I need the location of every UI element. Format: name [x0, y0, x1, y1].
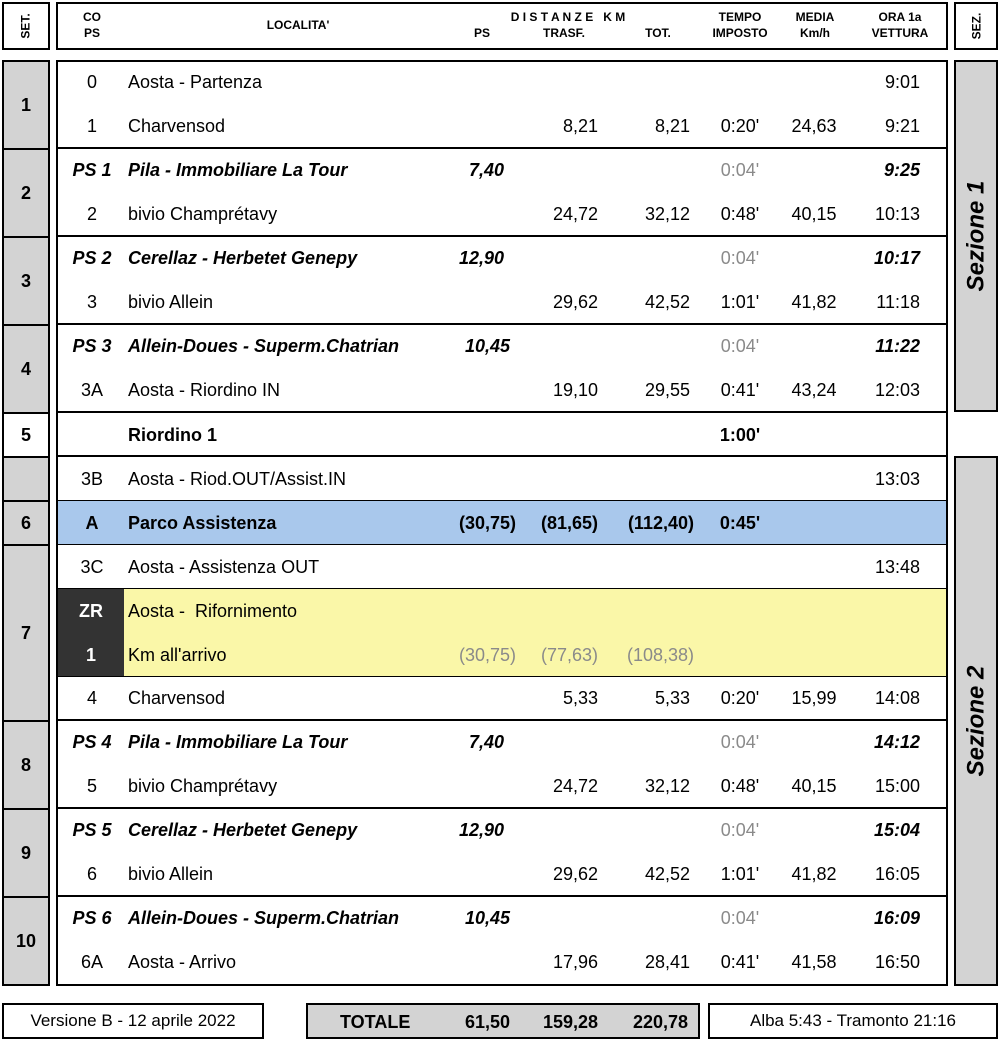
sezione-label: Sezione 2	[962, 665, 989, 777]
riordino-row	[58, 413, 946, 457]
ora-cell: 9:01	[884, 72, 920, 92]
localita-cell: Aosta - Rifornimento	[128, 601, 298, 621]
localita-cell: Aosta - Partenza	[128, 72, 263, 92]
localita-cell: Aosta - Assistenza OUT	[128, 557, 320, 577]
localita-cell: Aosta - Riordino IN	[128, 380, 281, 400]
settore-label: 1	[20, 94, 31, 115]
settore-9	[2, 808, 50, 898]
co-cell: PS 6	[72, 908, 112, 928]
co-cell: 3C	[80, 557, 104, 577]
co-cell: 3A	[80, 380, 104, 400]
ora-cell: 15:00	[874, 776, 920, 796]
localita-cell: Aosta - Arrivo	[128, 952, 237, 972]
settore-label: 2	[20, 182, 31, 203]
localita-cell: bivio Champrétavy	[128, 776, 278, 796]
tempo-cell: 0:04'	[720, 732, 760, 752]
trasf-cell: 24,72	[552, 776, 598, 796]
alba-text: Alba 5:43 - Tramonto 21:16	[749, 1011, 957, 1030]
trasf-cell: 29,62	[552, 864, 598, 884]
header-set-cell	[2, 2, 50, 50]
ora-cell: 16:09	[873, 908, 920, 928]
header-media-1: MEDIA	[795, 10, 835, 24]
totale-trasf: 159,28	[542, 1012, 598, 1032]
header-media-2: Km/h	[800, 26, 830, 40]
ps-cell: (30,75)	[458, 645, 516, 665]
tot-cell: (112,40)	[627, 513, 694, 533]
co-cell: 6A	[80, 952, 104, 972]
trasf-cell: (81,65)	[540, 513, 598, 533]
co-cell: 0	[86, 72, 97, 92]
table-row	[58, 764, 946, 808]
trasf-cell: 5,33	[562, 688, 598, 708]
settore-label: 8	[20, 754, 31, 775]
co-cell: ZR	[79, 601, 103, 621]
ora-cell: 13:03	[874, 469, 920, 489]
localita-cell: Aosta - Riod.OUT/Assist.IN	[128, 469, 347, 489]
tempo-cell: 0:04'	[720, 336, 760, 356]
localita-cell: Cerellaz - Herbetet Genepy	[128, 820, 358, 840]
ora-cell: 16:05	[874, 864, 920, 884]
co-cell: 1	[85, 645, 96, 665]
trasf-cell: 19,10	[552, 380, 598, 400]
sezione-2	[954, 456, 998, 986]
tot-cell: 8,21	[654, 116, 690, 136]
settore-3	[2, 236, 50, 326]
ps-row	[58, 896, 946, 940]
tempo-cell: 0:48'	[720, 204, 760, 224]
settore-label: 6	[20, 512, 31, 533]
ora-cell: 16:50	[874, 952, 920, 972]
ora-cell: 15:04	[873, 820, 920, 840]
header-tempo-2: IMPOSTO	[712, 26, 768, 40]
header-ora-1: ORA 1a	[878, 10, 922, 24]
co-cell: 4	[86, 688, 97, 708]
header-distanze: D I S T A N Z E K M	[510, 10, 626, 24]
media-cell: 15,99	[791, 688, 837, 708]
ps-cell: 7,40	[468, 732, 504, 752]
co-cell: 5	[86, 776, 97, 796]
localita-cell: Allein-Doues - Superm.Chatrian	[128, 908, 400, 928]
header-main	[56, 2, 948, 50]
localita-cell: bivio Champrétavy	[128, 204, 278, 224]
co-cell: PS 1	[72, 160, 112, 180]
settore-label: 4	[20, 358, 31, 379]
co-cell: 6	[86, 864, 97, 884]
trasf-cell: 17,96	[552, 952, 598, 972]
table-row	[58, 192, 946, 236]
media-cell: 40,15	[791, 204, 837, 224]
ps-cell: 12,90	[458, 248, 504, 268]
header-trasf: TRASF.	[543, 26, 585, 40]
header-ps: PS	[473, 26, 490, 40]
ps-row	[58, 324, 946, 368]
settore-blank	[2, 456, 50, 502]
media-cell: 43,24	[791, 380, 837, 400]
co-cell: PS 5	[72, 820, 112, 840]
media-cell: 41,82	[791, 864, 837, 884]
ps-cell: 10,45	[464, 336, 510, 356]
tempo-cell: 0:20'	[720, 116, 760, 136]
tempo-cell: 0:04'	[720, 248, 760, 268]
totale-ps: 61,50	[464, 1012, 510, 1032]
media-cell: 41,82	[791, 292, 837, 312]
ora-cell: 13:48	[874, 557, 920, 577]
trasf-cell: (77,63)	[540, 645, 598, 665]
ps-row	[58, 720, 946, 764]
header-ora-2: VETTURA	[871, 26, 929, 40]
tot-cell: 42,52	[644, 864, 690, 884]
localita-cell: Parco Assistenza	[128, 513, 277, 533]
ps-cell: (30,75)	[458, 513, 516, 533]
settore-label: 3	[20, 270, 31, 291]
co-cell: A	[85, 513, 99, 533]
ora-cell: 9:25	[883, 160, 920, 180]
tot-cell: 32,12	[644, 204, 690, 224]
trasf-cell: 29,62	[552, 292, 598, 312]
tempo-cell: 0:41'	[720, 380, 760, 400]
table-row	[58, 852, 946, 896]
header-co: CO	[83, 10, 101, 24]
ora-cell: 14:12	[873, 732, 920, 752]
localita-cell: Cerellaz - Herbetet Genepy	[128, 248, 358, 268]
ora-cell: 14:08	[874, 688, 920, 708]
settore-label: 9	[20, 842, 31, 863]
settore-8	[2, 720, 50, 810]
localita-cell: Charvensod	[128, 116, 226, 136]
settore-4	[2, 324, 50, 414]
media-cell: 40,15	[791, 776, 837, 796]
ps-row	[58, 808, 946, 852]
localita-cell: Charvensod	[128, 688, 226, 708]
tempo-cell: 0:41'	[720, 952, 760, 972]
co-cell: PS 3	[72, 336, 112, 356]
settore-10	[2, 896, 50, 986]
settore-5	[2, 412, 50, 458]
co-cell: 2	[86, 204, 97, 224]
alba-box	[708, 1003, 998, 1039]
ps-cell: 7,40	[468, 160, 504, 180]
version-box	[2, 1003, 264, 1039]
ps-row	[58, 236, 946, 280]
ora-cell: 10:13	[874, 204, 920, 224]
co-cell: 3B	[80, 469, 104, 489]
table-row	[58, 60, 946, 104]
rifornimento-row	[58, 589, 946, 633]
tempo-cell: 0:04'	[720, 908, 760, 928]
header-ps-top: PS	[83, 26, 100, 40]
settore-1	[2, 60, 50, 150]
sezione-1	[954, 60, 998, 412]
table-row	[58, 545, 946, 589]
header-tempo-1: TEMPO	[718, 10, 762, 24]
tot-cell: 29,55	[644, 380, 690, 400]
tot-cell: 32,12	[644, 776, 690, 796]
localita-cell: bivio Allein	[128, 864, 214, 884]
table-row	[58, 280, 946, 324]
tempo-cell: 0:04'	[720, 820, 760, 840]
tempo-cell: 0:45'	[719, 513, 761, 533]
co-cell: 1	[86, 116, 97, 136]
media-cell: 24,63	[791, 116, 837, 136]
tempo-cell: 1:01'	[720, 864, 760, 884]
km-arrivo-row	[58, 633, 946, 677]
table-row	[58, 368, 946, 412]
ora-cell: 12:03	[874, 380, 920, 400]
media-cell: 41,58	[791, 952, 837, 972]
localita-cell: Pila - Immobiliare La Tour	[128, 160, 348, 180]
co-cell: PS 4	[72, 732, 112, 752]
ps-cell: 12,90	[458, 820, 504, 840]
version-text: Versione B - 12 aprile 2022	[30, 1011, 236, 1030]
tot-cell: 28,41	[644, 952, 690, 972]
ps-cell: 10,45	[464, 908, 510, 928]
table-row	[58, 940, 946, 984]
trasf-cell: 24,72	[552, 204, 598, 224]
header-localita: LOCALITA'	[266, 18, 330, 32]
localita-cell: bivio Allein	[128, 292, 214, 312]
localita-cell: Km all'arrivo	[128, 645, 227, 665]
ora-cell: 11:22	[875, 336, 920, 356]
totale-label: TOTALE	[340, 1012, 411, 1032]
header-sez: SEZ.	[968, 12, 983, 40]
ora-cell: 11:18	[876, 292, 920, 312]
totale-tot: 220,78	[632, 1012, 688, 1032]
settore-6	[2, 500, 50, 546]
header-set: SET.	[19, 13, 33, 39]
tempo-cell: 0:04'	[720, 160, 760, 180]
trasf-cell: 8,21	[562, 116, 598, 136]
tempo-cell: 0:48'	[720, 776, 760, 796]
ora-cell: 9:21	[884, 116, 920, 136]
tempo-cell: 1:00'	[719, 425, 761, 445]
co-cell: 3	[86, 292, 97, 312]
settore-label: 7	[20, 622, 31, 643]
tot-cell: (108,38)	[626, 645, 694, 665]
ora-cell: 10:17	[873, 248, 920, 268]
tot-cell: 5,33	[654, 688, 690, 708]
localita-cell: Allein-Doues - Superm.Chatrian	[128, 336, 400, 356]
settore-label: 5	[20, 424, 31, 445]
ps-row	[58, 148, 946, 192]
header-tot: TOT.	[645, 26, 671, 40]
tempo-cell: 0:20'	[720, 688, 760, 708]
totale-box	[306, 1003, 700, 1039]
localita-cell: Pila - Immobiliare La Tour	[128, 732, 348, 752]
header-sez-cell	[954, 2, 998, 50]
settore-label: 10	[15, 930, 37, 951]
settore-2	[2, 148, 50, 238]
table-row	[58, 104, 946, 148]
settore-7	[2, 544, 50, 722]
tot-cell: 42,52	[644, 292, 690, 312]
assistenza-row	[58, 501, 946, 545]
table-row	[58, 676, 946, 720]
table-row	[58, 457, 946, 501]
sezione-label: Sezione 1	[962, 180, 989, 292]
co-cell: PS 2	[72, 248, 112, 268]
tempo-cell: 1:01'	[720, 292, 760, 312]
localita-cell: Riordino 1	[128, 425, 217, 445]
